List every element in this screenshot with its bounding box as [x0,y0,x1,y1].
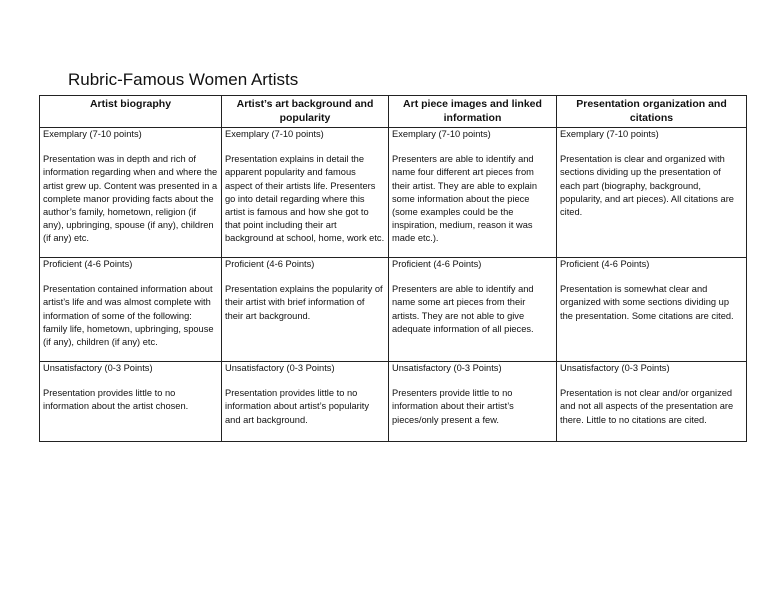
criteria-text: Presenters are able to identify and name four different art pieces from their artist. They are able to explain some information about the piece (some examples could be the inspiration, medium, reason it was made etc.). [392,154,538,244]
criteria-text: Presentation is not clear and/or organized and not all aspects of the presentation are there. Little to no citations are cited. [560,388,734,425]
level-label: Unsatisfactory (0-3 Points) [225,363,335,373]
table-cell [40,258,222,362]
table-row-unsatisfactory [40,362,747,442]
criteria-text: Presentation provides little to no information about artist’s popularity and art background. [225,388,370,425]
table-cell [389,128,557,258]
table-row-exemplary [40,128,747,258]
table-cell [557,258,747,362]
criteria-text: Presentation provides little to no information about the artist chosen. [43,388,189,412]
level-label: Proficient (4-6 Points) [225,259,315,269]
level-label: Exemplary (7-10 points) [392,129,491,139]
level-label: Proficient (4-6 Points) [392,259,482,269]
criteria-text: Presentation contained information about artist’s life and was almost complete with information of some of the following: family life, hometown, upbringing, spouse (if any), children (if any) etc. [43,284,214,348]
table-cell [222,128,389,258]
criteria-text: Presentation explains the popularity of their artist with brief information of their art background. [225,284,383,321]
level-label: Proficient (4-6 Points) [43,259,133,269]
criteria-text: Presentation is clear and organized with sections dividing up the presentation of each part (biography, background, popularity, and art pieces). All citations are cited. [560,154,734,218]
table-cell [557,362,747,442]
table-cell [40,128,222,258]
level-label: Exemplary (7-10 points) [43,129,142,139]
table-cell [40,362,222,442]
table-cell [222,258,389,362]
criteria-text: Presenters are able to identify and name some art pieces from their artists. They are not able to give adequate information of all pieces. [392,284,534,334]
level-label: Proficient (4-6 Points) [560,259,650,269]
criteria-text: Presentation was in depth and rich of information regarding when and where the artist grew up. Content was presented in a complete manor providing facts about the author’s family, hometown, religion (if any), upbringing, spouse (if any), children (if any) etc. [43,154,218,244]
page-title: Rubric-Famous Women Artists [68,70,299,89]
level-label: Unsatisfactory (0-3 Points) [43,363,153,373]
header-row [40,96,747,128]
level-label: Unsatisfactory (0-3 Points) [392,363,502,373]
column-header-presentation-organization: Presentation organization and citations [557,96,747,128]
level-label: Unsatisfactory (0-3 Points) [560,363,670,373]
table-row-proficient [40,258,747,362]
level-label: Exemplary (7-10 points) [225,129,324,139]
table-cell [222,362,389,442]
criteria-text: Presentation is somewhat clear and organized with some sections dividing up the presentation. Some citations are cited. [560,284,734,321]
rubric-table [39,95,747,442]
column-header-art-pieces: Art piece images and linked information [389,96,557,128]
column-header-art-background: Artist’s art background and popularity [222,96,389,128]
level-label: Exemplary (7-10 points) [560,129,659,139]
column-header-artist-biography: Artist biography [40,96,222,128]
criteria-text: Presentation explains in detail the apparent popularity and famous aspect of their artists life. Presenters go into detail regarding where this artist is famous and how she got to that point including their art background at school, home, work etc. [225,154,385,244]
table-cell [389,362,557,442]
table-cell [557,128,747,258]
criteria-text: Presenters provide little to no information about their artist’s pieces/only present a few. [392,388,514,425]
table-cell [389,258,557,362]
